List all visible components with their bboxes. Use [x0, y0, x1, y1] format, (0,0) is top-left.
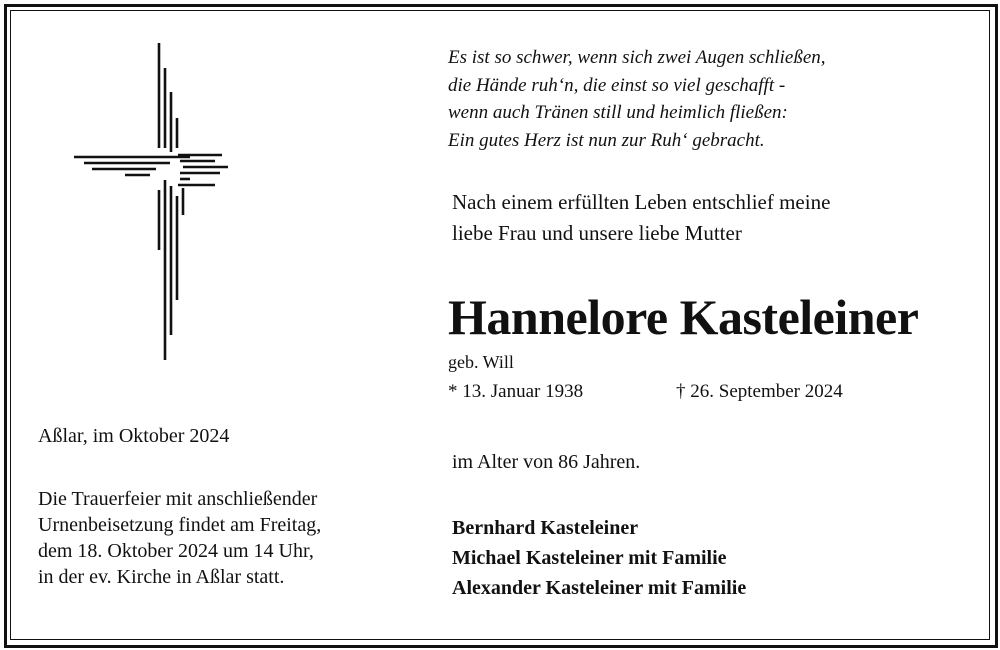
announcement-line: in der ev. Kirche in Aßlar statt. [38, 566, 285, 588]
cross-icon [70, 40, 230, 370]
announcement-line: Die Trauerfeier mit anschließender [38, 488, 318, 510]
intro-line: Nach einem erfüllten Leben entschlief meine [452, 190, 831, 214]
mourners-list [452, 513, 746, 603]
mourner-name: Michael Kasteleiner mit Familie [452, 547, 727, 569]
poem-line: Ein gutes Herz ist nun zur Ruh‘ gebracht. [448, 129, 765, 151]
intro-text [452, 187, 952, 249]
funeral-announcement [38, 486, 321, 590]
death-date: † 26. September 2024 [676, 381, 843, 402]
poem-line: die Hände ruh‘n, die einst so viel geschafft - [448, 74, 786, 96]
deceased-name: Hannelore Kasteleiner [448, 289, 919, 345]
mourner-name: Alexander Kasteleiner mit Familie [452, 577, 747, 599]
intro-line: liebe Frau und unsere liebe Mutter [452, 221, 742, 245]
age-text: im Alter von 86 Jahren. [452, 451, 641, 473]
announcement-line: Urnenbeisetzung findet am Freitag, [38, 514, 322, 536]
poem-line: wenn auch Tränen still und heimlich fließen: [448, 102, 788, 123]
announcement-line: dem 18. Oktober 2024 um 14 Uhr, [38, 540, 314, 562]
maiden-name: geb. Will [448, 352, 514, 372]
mourner-name: Bernhard Kasteleiner [452, 517, 639, 539]
birth-date: * 13. Januar 1938 [448, 381, 584, 402]
poem-line: Es ist so schwer, wenn sich zwei Augen schließen, [448, 47, 826, 68]
poem-verse [448, 44, 948, 154]
place-date: Aßlar, im Oktober 2024 [38, 425, 230, 447]
